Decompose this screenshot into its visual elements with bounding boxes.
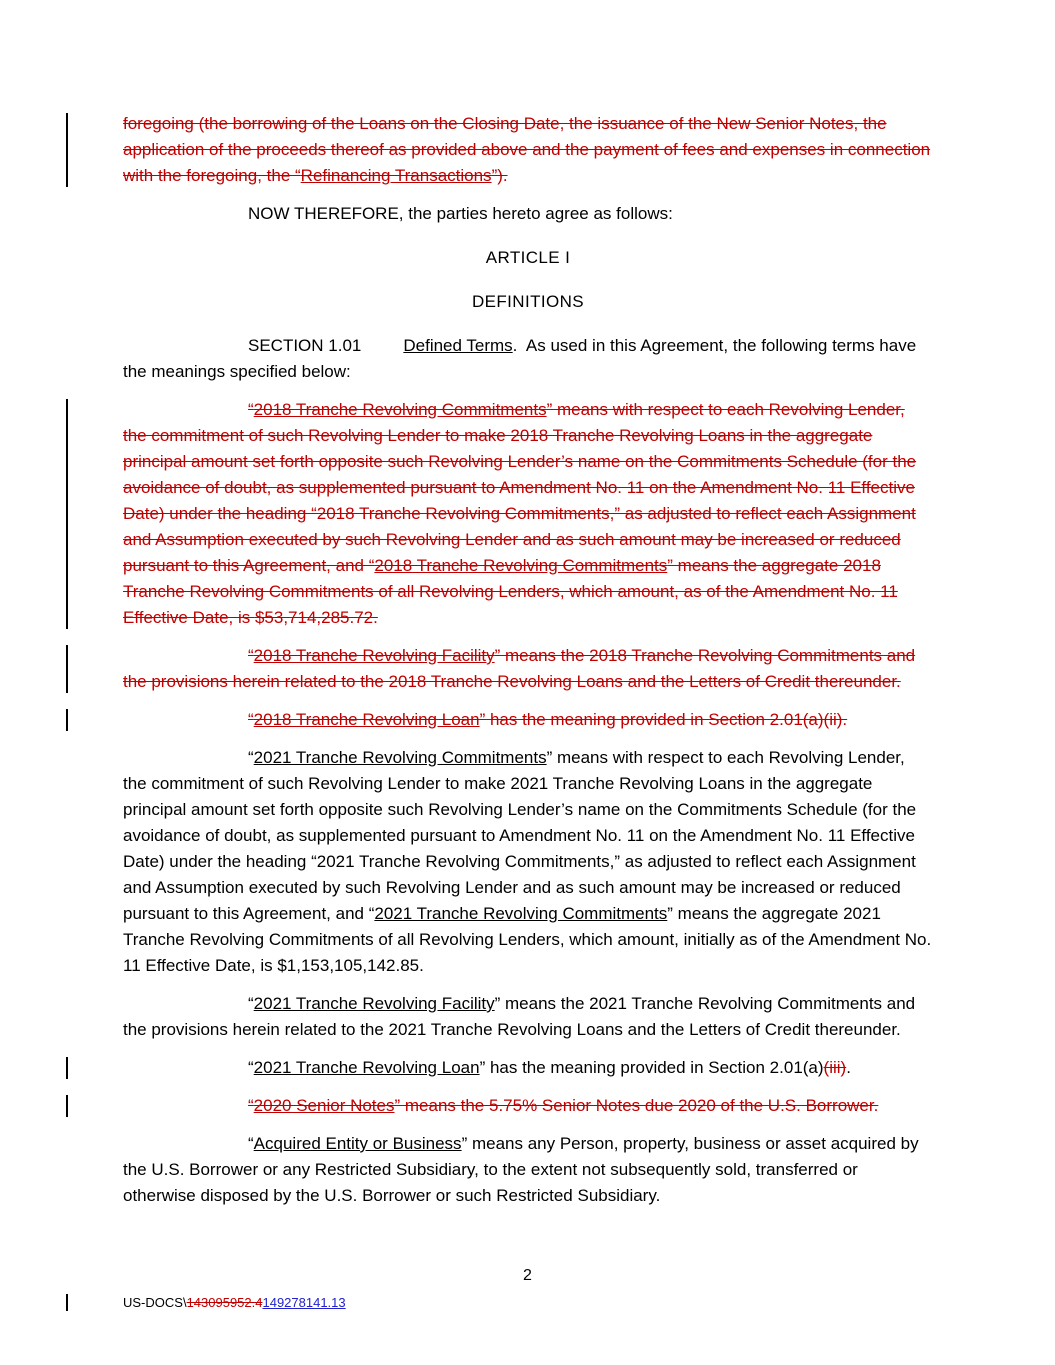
def-2018-tranche-revolving-facility — [123, 643, 933, 695]
def-2018-tranche-revolving-commitments — [123, 397, 933, 631]
def-2021-tranche-revolving-loan — [123, 1055, 933, 1081]
text-run: 2018 Tranche Revolving Commitments — [253, 400, 547, 419]
text-run: ” means the 2021 Tranche Revolving Commitments and the provisions herein related to the 2021 Tranche Revolving Loans and the Letters of Credit thereunder. — [123, 994, 916, 1039]
text-run: Acquired Entity or Business — [253, 1134, 462, 1153]
footer-doc-id-deleted: 143095952.4 — [186, 1295, 263, 1310]
text-run: “ — [248, 400, 254, 419]
change-bar — [66, 645, 68, 693]
section-1-01-defined-terms — [123, 333, 933, 385]
text-run: NOW THEREFORE, the parties hereto agree as follows: — [248, 204, 673, 223]
text-run: “ — [248, 1058, 254, 1077]
text-run: ” means with respect to each Revolving Lender, the commitment of such Revolving Lender to make 2021 Tranche Revolving Loans in the aggregate principal amount set forth opposite such Revolving Lender’s name on the Commitments Schedule (for the avoidance of doubt, as supplemented pursuant to Amendment No. 11 on the Amendment No. 11 Effective Date) under the heading “2021 Tranche Revolving Commitments,” as adjusted to reflect each Assignment and Assumption executed by such Revolving Lender and as such amount may be increased or reduced pursuant to this Agreement, and “ — [123, 748, 917, 923]
text-run: DEFINITIONS — [471, 292, 585, 311]
change-bar — [66, 1095, 68, 1117]
text-run: 2021 Tranche Revolving Facility — [253, 994, 495, 1013]
text-run: ” means with respect to each Revolving Lender, the commitment of such Revolving Lender to make 2018 Tranche Revolving Loans in the aggregate principal amount set forth opposite such Revolving Lender’s name on the Commitments Schedule (for the avoidance of doubt, as supplemented pursuant to Amendment No. 11 on the Amendment No. 11 Effective Date) under the heading “2018 Tranche Revolving Commitments,” as adjusted to reflect each Assignment and Assumption executed by such Revolving Lender and as such amount may be increased or reduced pursuant to this Agreement, and “ — [123, 400, 917, 575]
text-run: ” means the 2018 Tranche Revolving Commitments and the provisions herein related to the 2018 Tranche Revolving Loans and the Letters of Credit thereunder. — [123, 646, 916, 691]
def-2021-tranche-revolving-facility — [123, 991, 933, 1043]
def-2020-senior-notes — [123, 1093, 933, 1119]
footer-doc-id-inserted: 149278141.13 — [262, 1295, 346, 1310]
text-run: “ — [248, 1096, 254, 1115]
change-bar — [66, 399, 68, 629]
change-bar — [66, 113, 68, 187]
text-run: ” has the meaning provided in Section 2.01(a)(ii). — [479, 710, 848, 729]
text-run: 2021 Tranche Revolving Loan — [253, 1058, 480, 1077]
text-run: ARTICLE I — [485, 248, 571, 267]
text-run: 2021 Tranche Revolving Commitments — [253, 748, 547, 767]
text-run: (iii) — [823, 1058, 847, 1077]
footer-doc-id-prefix: US-DOCS\ — [123, 1295, 187, 1310]
text-run: ” has the meaning provided in Section 2.01(a) — [479, 1058, 824, 1077]
change-bar — [66, 709, 68, 731]
text-run: ” means any Person, property, business or asset acquired by the U.S. Borrower or any Restricted Subsidiary, to the extent not subsequently sold, transferred or otherwise disposed by the U.S. Borrower or such Restricted Subsidiary. — [123, 1134, 919, 1205]
deleted-paragraph-refinancing-transactions — [123, 111, 933, 189]
text-run: . As used in this Agreement, the following terms have the meanings specified below: — [123, 336, 917, 381]
text-run: ” means the 5.75% Senior Notes due 2020 of the U.S. Borrower. — [394, 1096, 879, 1115]
agreement-clause — [123, 201, 933, 227]
text-run: Defined Terms — [403, 336, 513, 355]
text-run: “ — [248, 710, 254, 729]
text-run: foregoing (the borrowing of the Loans on the Closing Date, the issuance of the New Senior Notes, the application of the proceeds thereof as provided above and the payment of fees and expenses in connection with the foregoing, the “ — [123, 114, 931, 185]
text-run: 2021 Tranche Revolving Commitments — [374, 904, 668, 923]
def-acquired-entity-or-business — [123, 1131, 933, 1209]
article-heading — [123, 245, 933, 271]
document-body — [123, 111, 933, 1221]
document-footer — [123, 1294, 346, 1311]
text-run: 2018 Tranche Revolving Loan — [253, 710, 480, 729]
text-run: ”). — [491, 166, 508, 185]
text-run: “ — [248, 994, 254, 1013]
def-2021-tranche-revolving-commitments — [123, 745, 933, 979]
definitions-heading — [123, 289, 933, 315]
text-run: SECTION 1.01 — [248, 336, 362, 355]
text-run: 2018 Tranche Revolving Commitments — [374, 556, 668, 575]
text-run: ” means the aggregate 2021 Tranche Revolving Commitments of all Revolving Lenders, which amount, initially as of the Amendment No. 11 Effective Date, is $1,153,105,142.85. — [123, 904, 932, 975]
change-bar — [66, 1057, 68, 1079]
text-run: “ — [248, 646, 254, 665]
text-run: “ — [248, 1134, 254, 1153]
change-bar — [66, 1294, 68, 1311]
text-run: ” means the aggregate 2018 Tranche Revolving Commitments of all Revolving Lenders, which amount, as of the Amendment No. 11 Effective Date, is $53,714,285.72. — [123, 556, 898, 627]
text-run: 2018 Tranche Revolving Facility — [253, 646, 495, 665]
text-run: . — [846, 1058, 851, 1077]
page-number: 2 — [523, 1267, 532, 1284]
text-run: “ — [248, 748, 254, 767]
def-2018-tranche-revolving-loan — [123, 707, 933, 733]
text-run: 2020 Senior Notes — [253, 1096, 395, 1115]
text-run: Refinancing Transactions — [300, 166, 492, 185]
